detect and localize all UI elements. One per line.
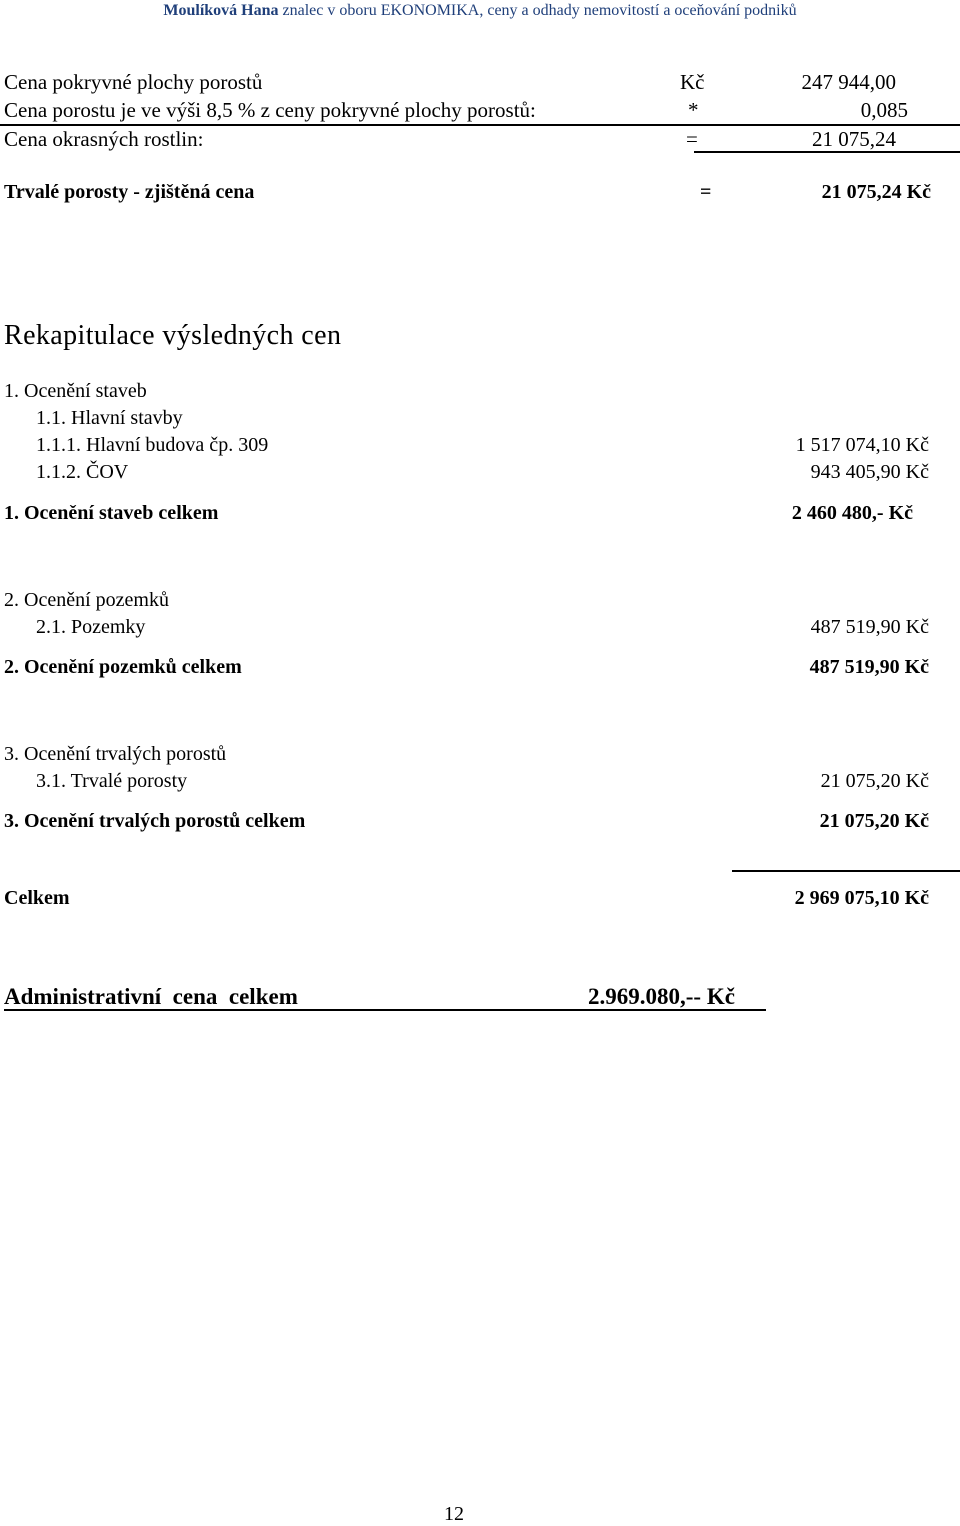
page-header	[0, 0, 960, 22]
s2-item-label: 2.1. Pozemky	[36, 616, 146, 638]
s3-total-value: 21 075,20 Kč	[819, 810, 929, 832]
calc-row3-value: 21 075,24	[812, 127, 896, 151]
s1-total-value: 2 460 480,- Kč	[791, 502, 913, 524]
s2-total-label: 2. Ocenění pozemků celkem	[4, 656, 242, 678]
admin-price-label: Administrativní cena celkem	[4, 984, 298, 1009]
grand-total-value: 2 969 075,10 Kč	[794, 887, 929, 909]
s1-heading: 1. Ocenění staveb	[4, 380, 147, 402]
s1-total-label: 1. Ocenění staveb celkem	[4, 502, 219, 524]
s3-item-label: 3.1. Trvalé porosty	[36, 770, 188, 792]
s3-total-label: 3. Ocenění trvalých porostů celkem	[4, 810, 306, 832]
s1-item-label: 1.1.1. Hlavní budova čp. 309	[36, 434, 269, 456]
calc-result-op: =	[700, 181, 712, 203]
calc-row1-label: Cena pokryvné plochy porostů	[4, 70, 263, 94]
s1-subheading: 1.1. Hlavní stavby	[36, 407, 183, 429]
page-number: 12	[444, 1503, 464, 1525]
s1-item-value: 943 405,90 Kč	[810, 461, 929, 483]
calc-row1-op: Kč	[680, 70, 705, 94]
calc-row3-op: =	[686, 127, 698, 151]
calc-row2-op: *	[688, 98, 699, 122]
calc-row3-label: Cena okrasných rostlin:	[4, 127, 204, 151]
calc-divider-top	[0, 124, 960, 126]
grand-total-label: Celkem	[4, 887, 70, 909]
calc-row2-label: Cena porostu je ve výši 8,5 % z ceny pokryvné plochy porostů:	[4, 98, 536, 122]
s1-item-value: 1 517 074,10 Kč	[795, 434, 929, 456]
s1-item-label: 1.1.2. ČOV	[36, 461, 129, 483]
calc-row2-value: 0,085	[860, 98, 908, 122]
author-subtitle: znalec v oboru EKONOMIKA, ceny a odhady nemovitostí a oceňování podniků	[282, 2, 797, 19]
calc-result-label: Trvalé porosty - zjištěná cena	[4, 181, 255, 203]
calc-row1-value: 247 944,00	[801, 70, 896, 94]
admin-price-underline	[4, 1009, 766, 1011]
s2-item-value: 487 519,90 Kč	[810, 616, 929, 638]
calc-result-value: 21 075,24 Kč	[821, 181, 931, 203]
grand-total-rule	[732, 870, 960, 872]
calc-divider-bottom	[694, 151, 960, 153]
s2-heading: 2. Ocenění pozemků	[4, 589, 169, 611]
s2-total-value: 487 519,90 Kč	[809, 656, 929, 678]
author-name: Moulíková Hana	[163, 2, 279, 19]
s3-heading: 3. Ocenění trvalých porostů	[4, 743, 227, 765]
s3-item-value: 21 075,20 Kč	[820, 770, 929, 792]
admin-price-value: 2.969.080,-- Kč	[588, 984, 735, 1009]
recap-title: Rekapitulace výsledných cen	[4, 320, 342, 351]
